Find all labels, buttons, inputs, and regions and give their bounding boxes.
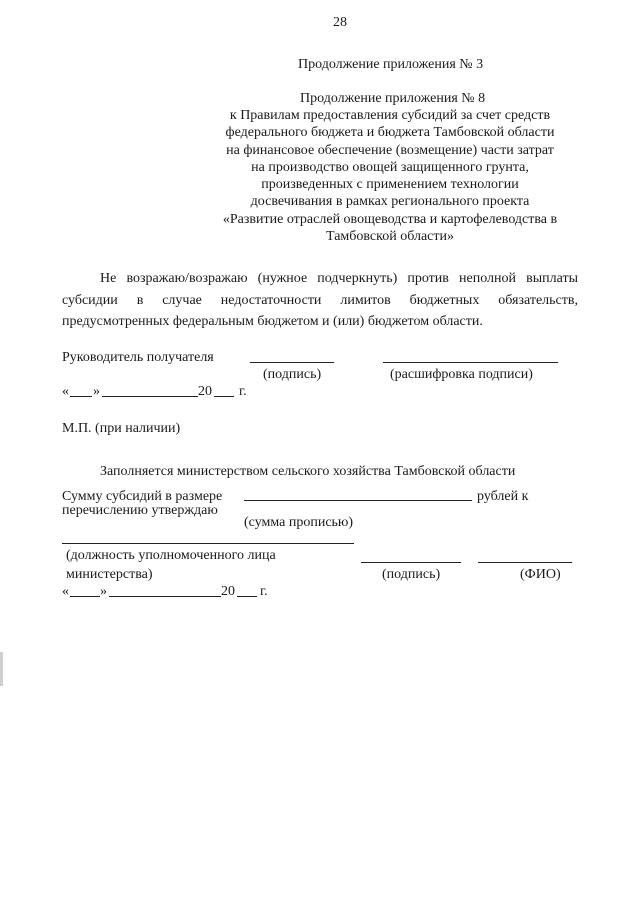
appendix-line: Тамбовской области» — [325, 229, 455, 245]
appendix-line: на производство овощей защищенного грунта, — [251, 159, 529, 175]
date2-month-line[interactable] — [109, 596, 221, 597]
appendix-line: досвечивания в рамках регионального проекта — [250, 194, 530, 210]
signature-decoding-caption: (расшифровка подписи) — [390, 367, 533, 382]
signature-line[interactable] — [250, 362, 334, 363]
official-position-line[interactable] — [62, 543, 354, 544]
official-position-caption: (должность уполномоченного лица — [66, 548, 276, 563]
paragraph-line: субсидии в случае недостаточности лимитов бюджетных обязательств, — [62, 292, 578, 308]
official-fio-line[interactable] — [478, 562, 572, 563]
signature-caption-2: (подпись) — [382, 567, 441, 582]
signature-decoding-line[interactable] — [383, 362, 558, 363]
appendix-line: на финансовое обеспечение (возмещение) части затрат — [226, 142, 554, 158]
date2-day-line[interactable] — [70, 596, 100, 597]
appendix-8-title-block — [200, 107, 580, 245]
date2-close-quote: » — [100, 584, 107, 599]
continuation-app3-heading: Продолжение приложения № 3 — [298, 57, 484, 72]
date-year-prefix: 20 — [198, 384, 212, 399]
scan-edge-mark — [0, 652, 3, 686]
stamp-note: М.П. (при наличии) — [62, 421, 181, 436]
paragraph-line: предусмотренных федеральным бюджетом и (или) бюджетом области. — [62, 314, 483, 329]
date2-year-suffix: г. — [260, 584, 268, 599]
recipient-head-label: Руководитель получателя — [62, 350, 214, 365]
date2-open-quote: « — [62, 584, 69, 599]
date-open-quote: « — [62, 384, 69, 399]
date-year-line[interactable] — [214, 396, 234, 397]
paragraph-line: Не возражаю/возражаю (нужное подчеркнуть) против неполной выплаты — [100, 271, 578, 286]
date-close-quote: » — [93, 384, 100, 399]
official-position-caption-2: министерства) — [66, 567, 153, 582]
no-objection-paragraph — [62, 270, 578, 335]
appendix-line: «Развитие отраслей овощеводства и картофелеводства в — [222, 211, 558, 227]
transfer-approve-label: перечислению утверждаю — [62, 503, 218, 518]
date-year-suffix: г. — [239, 384, 247, 399]
rubles-label: рублей к — [477, 489, 529, 504]
date-day-line[interactable] — [70, 396, 92, 397]
appendix-line: к Правилам предоставления субсидий за счет средств — [229, 108, 551, 123]
official-signature-line[interactable] — [361, 562, 461, 563]
appendix-line: произведенных с применением технологии — [261, 177, 519, 193]
page-number: 28 — [333, 15, 347, 30]
date2-year-line[interactable] — [237, 596, 257, 597]
ministry-fill-note: Заполняется министерством сельского хозяйства Тамбовской области — [100, 464, 516, 479]
amount-words-caption: (сумма прописью) — [244, 515, 354, 530]
date2-year-prefix: 20 — [221, 584, 235, 599]
continuation-app8-heading: Продолжение приложения № 8 — [300, 91, 486, 106]
signature-caption: (подпись) — [263, 367, 322, 382]
date-month-line[interactable] — [102, 396, 198, 397]
fio-caption: (ФИО) — [520, 567, 561, 582]
subsidy-amount-label: Сумму субсидий в размере — [62, 489, 223, 504]
subsidy-amount-line[interactable] — [244, 500, 472, 501]
appendix-line: федерального бюджета и бюджета Тамбовской области — [225, 125, 555, 141]
